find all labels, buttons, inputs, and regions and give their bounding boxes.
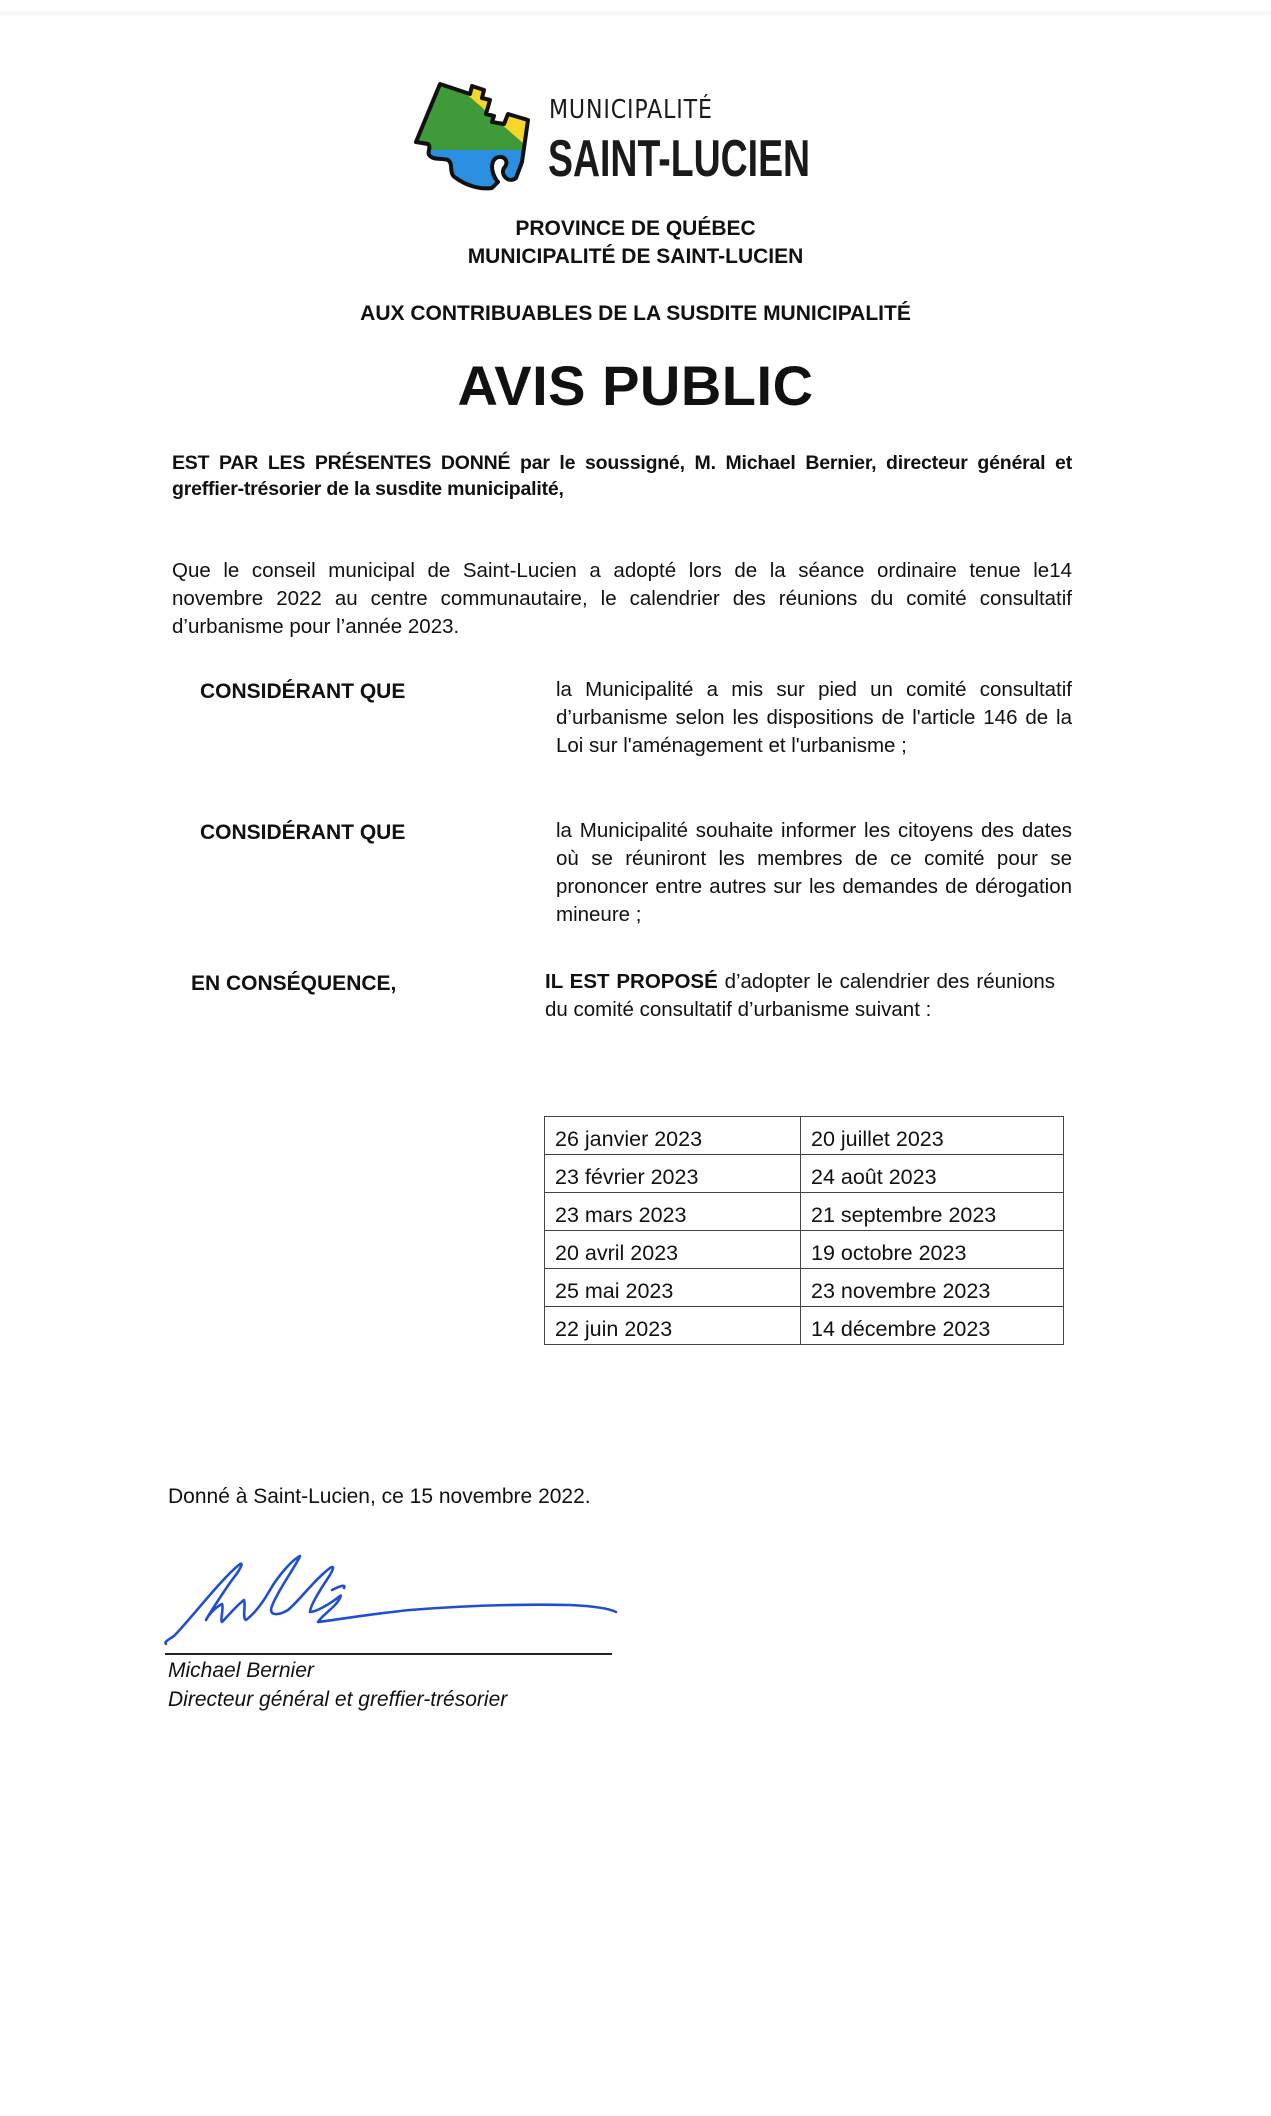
- calendar-date: 20 juillet 2023: [801, 1117, 1064, 1155]
- calendar-date: 22 juin 2023: [545, 1307, 801, 1345]
- header-audience: AUX CONTRIBUABLES DE LA SUSDITE MUNICIPALITÉ: [360, 302, 911, 325]
- clause-label-3: EN CONSÉQUENCE,: [191, 972, 397, 995]
- puzzle-piece-logo-icon: [408, 78, 538, 193]
- handwritten-signature: [160, 1550, 620, 1650]
- logo-subtitle: MUNICIPALITÉ: [549, 95, 713, 125]
- calendar-date: 25 mai 2023: [545, 1269, 801, 1307]
- calendar-date: 24 août 2023: [801, 1155, 1064, 1193]
- signatory-title: Directeur général et greffier-trésorier: [168, 1688, 508, 1711]
- clause-3-lead: IL EST PROPOSÉ: [545, 970, 718, 993]
- signatory-name: Michael Bernier: [168, 1659, 314, 1682]
- calendar-date: 23 novembre 2023: [801, 1269, 1064, 1307]
- page-title: AVIS PUBLIC: [457, 354, 814, 417]
- clause-text-3: [545, 968, 1055, 1024]
- clause-text-1: la Municipalité a mis sur pied un comité consultatif d’urbanisme selon les dispositions de l'article 146 de la Loi sur l'aménagement et l'urbanisme ;: [556, 678, 1072, 757]
- scan-artifact: [0, 10, 1271, 16]
- meeting-calendar-table: [544, 1116, 1064, 1345]
- calendar-date: 21 septembre 2023: [801, 1193, 1064, 1231]
- table-row: [545, 1155, 1064, 1193]
- table-row: [545, 1231, 1064, 1269]
- intro-paragraph: [172, 450, 1072, 502]
- calendar-date: 23 mars 2023: [545, 1193, 801, 1231]
- clause-label-2: CONSIDÉRANT QUE: [200, 821, 406, 844]
- calendar-date: 14 décembre 2023: [801, 1307, 1064, 1345]
- intro-rest: par le soussigné, M. Michael Bernier, directeur général et greffier-trésorier de la susdite municipalité,: [172, 452, 1072, 500]
- calendar-date: 26 janvier 2023: [545, 1117, 801, 1155]
- calendar-date: 20 avril 2023: [545, 1231, 801, 1269]
- table-row: [545, 1193, 1064, 1231]
- clause-text-2: la Municipalité souhaite informer les citoyens des dates où se réuniront les membres de ce comité pour se prononcer entre autres sur les demandes de dérogation mineure ;: [556, 819, 1072, 926]
- signature-line: [165, 1653, 612, 1655]
- calendar-date: 19 octobre 2023: [801, 1231, 1064, 1269]
- body-paragraph: Que le conseil municipal de Saint-Lucien a adopté lors de la séance ordinaire tenue le14 novembre 2022 au centre communautaire, le calendrier des réunions du comité consultatif d’urbanisme pour l’année 2023.: [172, 559, 1072, 638]
- header-province: PROVINCE DE QUÉBEC: [515, 217, 756, 240]
- header-municipality: MUNICIPALITÉ DE SAINT-LUCIEN: [467, 245, 804, 268]
- table-row: [545, 1269, 1064, 1307]
- clause-3-rest: d’adopter le calendrier des réunions du comité consultatif d’urbanisme suivant :: [545, 970, 1055, 1021]
- municipality-logo: [408, 78, 848, 193]
- logo-wordmark: SAINT-LUCIEN: [548, 130, 811, 188]
- given-at-date: Donné à Saint-Lucien, ce 15 novembre 2022.: [168, 1485, 591, 1508]
- table-row: [545, 1307, 1064, 1345]
- calendar-date: 23 février 2023: [545, 1155, 801, 1193]
- intro-lead: EST PAR LES PRÉSENTES DONNÉ: [172, 452, 511, 474]
- table-row: [545, 1117, 1064, 1155]
- clause-label-1: CONSIDÉRANT QUE: [200, 680, 406, 703]
